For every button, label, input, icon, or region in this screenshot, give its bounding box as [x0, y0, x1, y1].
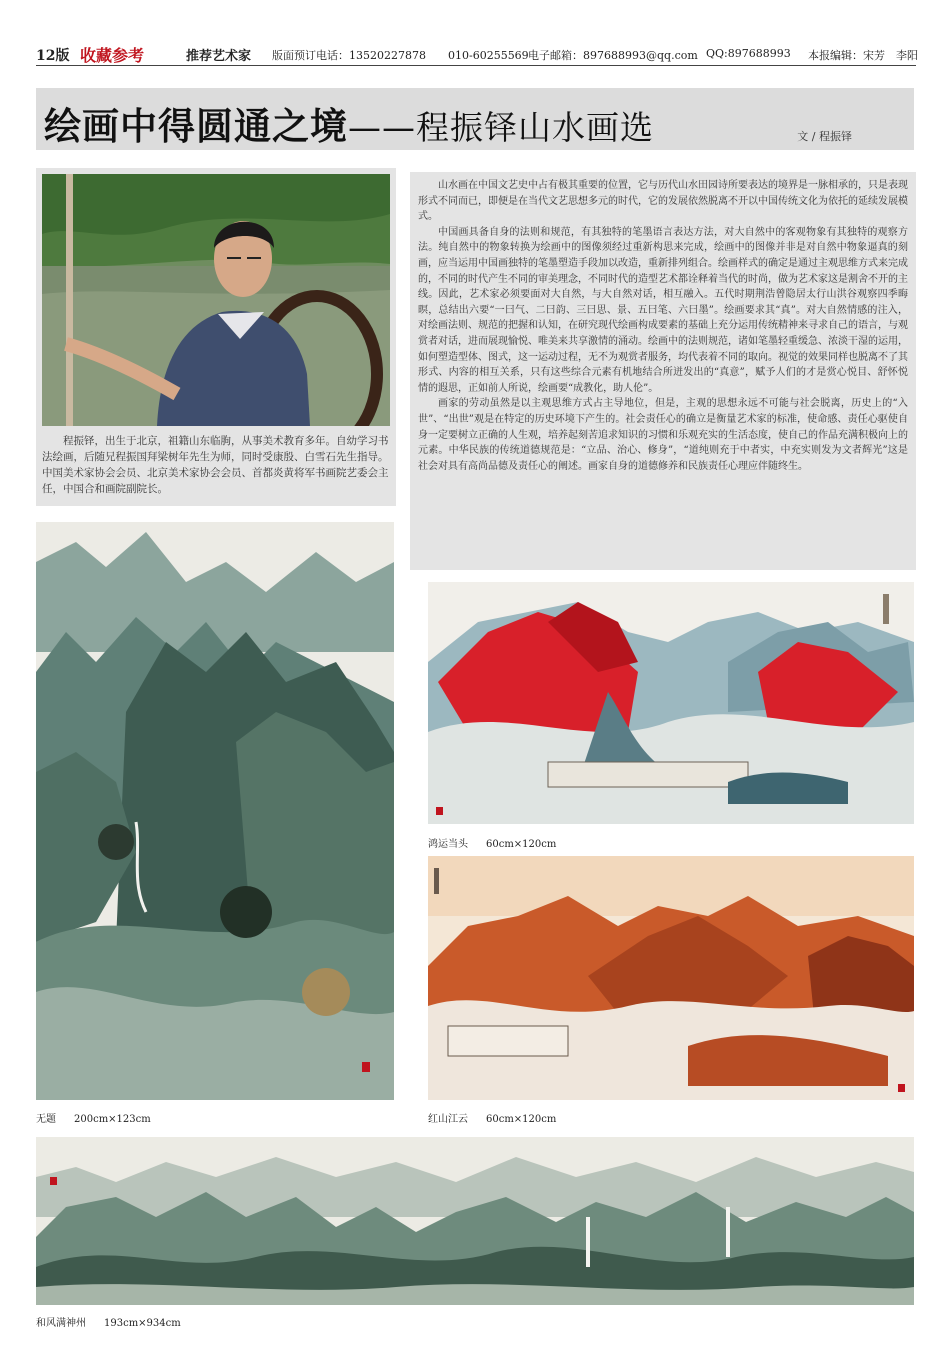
title-subtitle: ——程振铎山水画选 — [348, 108, 654, 147]
caption-untitled — [36, 1110, 151, 1125]
essay-text — [418, 178, 908, 474]
painting-hongyun — [428, 582, 914, 824]
caption-hongshan — [428, 1110, 556, 1125]
painting-title: 鸿运当头 — [428, 839, 468, 850]
contact-email: 电子邮箱：897688993@qq.com — [528, 49, 698, 62]
painting-size: 200cm×123cm — [74, 1114, 151, 1125]
painting-size: 60cm×120cm — [486, 1114, 557, 1125]
artist-bio: 程振铎，出生于北京，祖籍山东临朐，从事美术教育多年。自幼学习书法绘画，后随兄程振国拜梁树年先生为师，同时受康殷、白雪石先生指导。中国美术家协会会员、北京美术家协会会员、首都炎黄将军书画院艺委会主任，中国合和画院副院长。 — [42, 435, 389, 495]
edition-number: 12版 — [36, 48, 70, 64]
page-editors: 本报编辑：宋芳 李阳 — [808, 49, 918, 62]
essay-paragraph: 山水画在中国文艺史中占有极其重要的位置，它与历代山水田园诗所要表达的境界是一脉相承的，只是表现形式不同而已，即便是在当代文艺思想多元的时代，它的发展依然脱离不开以中国传统文化为依托的延续发展模式。 — [418, 180, 908, 223]
painting-hongshan — [428, 856, 914, 1100]
painting-size: 193cm×934cm — [104, 1318, 181, 1329]
painting-title: 无题 — [36, 1114, 56, 1125]
column-name: 推荐艺术家 — [186, 49, 252, 64]
painting-hefeng — [36, 1137, 914, 1305]
artist-photo — [42, 174, 390, 426]
title-main: 绘画中得圆通之境 — [44, 105, 348, 148]
painting-title: 和风满神州 — [36, 1318, 86, 1329]
painting-title: 红山江云 — [428, 1114, 468, 1125]
title-bar — [36, 88, 914, 150]
booking-phone: 版面预订电话：13520227878 010-60255569 — [272, 49, 529, 62]
article-title — [44, 96, 654, 150]
caption-hefeng — [36, 1314, 181, 1329]
contact-qq: QQ:897688993 — [706, 47, 791, 60]
caption-hongyun — [428, 835, 556, 850]
byline: 文 / 程振铎 — [797, 130, 852, 143]
section-name: 收藏参考 — [80, 46, 145, 65]
artist-bio-panel — [36, 168, 396, 506]
painting-size: 60cm×120cm — [486, 839, 557, 850]
essay-paragraph: 中国画具备自身的法则和规范，有其独特的笔墨语言表达方法，对大自然中的客观物象有其独特的观察方法。纯自然中的物象转换为绘画中的图像须经过重新构思来完成，绘画中的图像并非是对自然中物象逼真的刻画，应当运用中国画独特的笔墨塑造手段加以改造，重新排列组合。绘画样式的确定是通过主观思维方式来完成的，不同的时代产生不同的审美理念，不同时代的造型艺术都诠释着当代的时尚，做为艺术家这是割舍不开的主线。因此，艺术家必须要面对大自然，与大自然对话，相互融入。五代时期荆浩曾隐居太行山洪谷观察四季晦暝，总结出六要“一曰气、二曰韵、三曰思、景、五曰笔、六曰墨”。绘画要求其“真”。对大自然情感的注入，对绘画法则、规范的把握和认知，在研究现代绘画构成要素的基础上充分运用传统精神来寻求自己的语言，与观赏者对话，进而展现愉悦、唯美来共享激情的涌动。绘画中的法则规范，诸如笔墨轻重缓急、浓淡干湿的运用，如何塑造型体、图式，这一运动过程，无不为观赏者服务，均代表着不同的取向。视觉的效果同样也脱离不了其形式、内容的相互关系，只有这些综合元素有机地结合所迸发出的“真意”，赋予人们的才是赏心悦目、舒怀悦情的遐思，正如前人所说，绘画要“成教化，助人伦”。 — [418, 226, 908, 394]
essay-paragraph: 画家的劳动虽然是以主观思维方式占主导地位，但是，主观的思想永远不可能与社会脱离，历史上的“入世”、“出世”观是在特定的历史环境下产生的。社会责任心的确立是衡量艺术家的标准，使命感、责任心驱使自身一定要树立正确的人生观，培养起刻苦追求知识的习惯和乐观充实的生活态度，使自己的作品充满积极向上的元素。中华民族的传统道德规范是：“立品、治心、修身”，“道纯则充于中者实，中充实则发为文者辉光”这是社会对具有高尚品德及责任心的阐述。画家自身的道德修养和民族责任心理应伴随终生。 — [418, 398, 908, 472]
page-header — [36, 44, 916, 66]
essay-panel — [410, 172, 916, 570]
painting-untitled — [36, 522, 394, 1100]
